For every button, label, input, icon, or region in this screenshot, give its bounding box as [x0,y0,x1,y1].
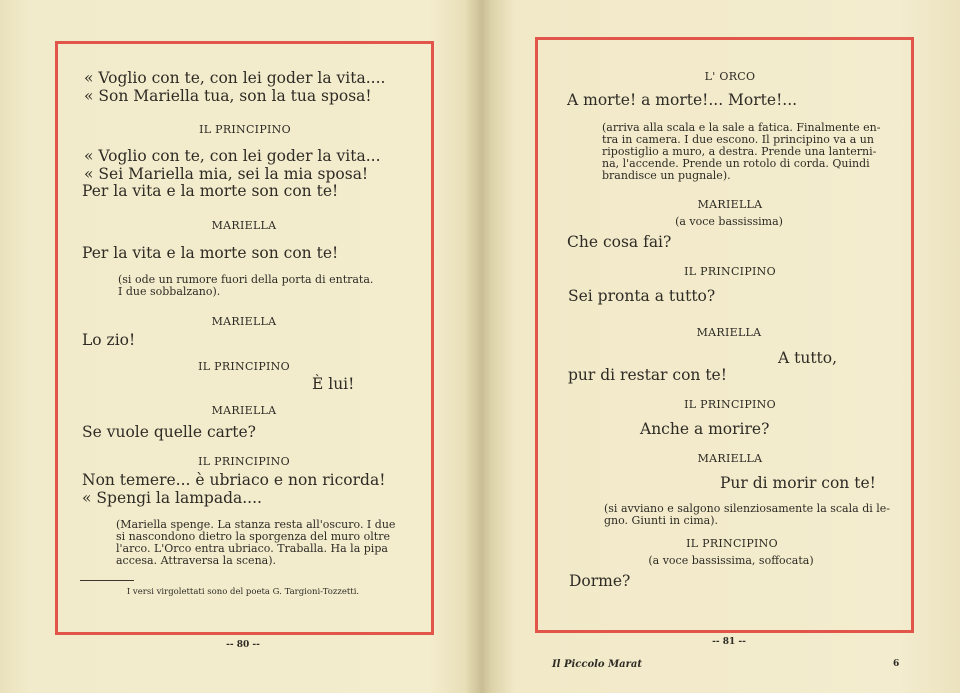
speaker-name: MARIELLA [697,198,763,211]
speaker-name: MARIELLA [697,452,763,465]
verse-line: Dorme? [569,572,631,590]
stage-direction: tra in camera. I due escono. Il principino va a un [602,133,874,146]
stage-direction: gno. Giunti in cima). [604,514,719,527]
speaker-name: MARIELLA [211,315,277,328]
stage-direction: I due sobbalzano). [118,285,221,298]
stage-direction: na, l'accende. Prende un rotolo di corda. Quindi [602,157,870,170]
signature-number: 6 [893,659,900,669]
stage-direction: ripostiglio a muro, a destra. Prende una lanterni- [602,145,877,158]
page-number: -- 81 -- [712,637,746,647]
verse-line: Pur di morir con te! [720,474,876,492]
verse-line: pur di restar con te! [568,366,727,384]
verse-line: « Voglio con te, con lei goder la vita... [84,147,381,165]
signature-title: Il Piccolo Marat [552,659,642,670]
verse-line: Sei pronta a tutto? [568,287,716,305]
stage-direction: (arriva alla scala e la sale a fatica. Finalmente en- [602,121,881,134]
verse-line: Anche a morire? [640,420,770,438]
speaker-name: IL PRINCIPINO [684,398,776,411]
footnote-rule [80,580,134,581]
speaker-name: IL PRINCIPINO [199,123,291,136]
verse-line: « Sei Mariella mia, sei la mia sposa! [84,165,369,183]
speaker-name: IL PRINCIPINO [684,265,776,278]
speaker-name: IL PRINCIPINO [198,360,290,373]
verse-line: « Son Mariella tua, son la tua sposa! [84,87,372,105]
stage-direction: (si ode un rumore fuori della porta di entrata. [118,273,374,286]
verse-line: Per la vita e la morte son con te! [82,182,339,200]
footnote: I versi virgolettati sono del poeta G. Targioni-Tozzetti. [126,587,360,597]
verse-line: « Voglio con te, con lei goder la vita.... [84,69,386,87]
stage-direction: brandisce un pugnale). [602,169,731,182]
page-number: -- 80 -- [226,640,260,650]
verse-line: Che cosa fai? [567,233,672,251]
speaker-name: IL PRINCIPINO [686,537,778,550]
stage-direction: (a voce bassissima, soffocata) [648,554,814,567]
verse-line: Per la vita e la morte son con te! [82,244,339,262]
verse-line: È lui! [312,375,355,393]
speaker-name: IL PRINCIPINO [198,455,290,468]
verse-line: Non temere... è ubriaco e non ricorda! [82,471,386,489]
speaker-name: MARIELLA [211,219,277,232]
verse-line: Se vuole quelle carte? [82,423,256,441]
stage-direction: si nascondono dietro la sporgenza del muro oltre [116,530,390,543]
verse-line: A tutto, [778,349,838,367]
speaker-name: L' ORCO [704,70,756,83]
stage-direction: accesa. Attraversa la scena). [116,554,276,567]
stage-direction: (a voce bassissima) [675,215,783,228]
stage-direction: l'arco. L'Orco entra ubriaco. Traballa. Ha la pipa [116,542,388,555]
stage-direction: (Mariella spenge. La stanza resta all'oscuro. I due [116,518,396,531]
verse-line: « Spengi la lampada.... [82,489,262,507]
stage-direction: (si avviano e salgono silenziosamente la scala di le- [604,502,890,515]
verse-line: A morte! a morte!... Morte!... [567,91,798,109]
speaker-name: MARIELLA [211,404,277,417]
speaker-name: MARIELLA [696,326,762,339]
verse-line: Lo zio! [82,331,136,349]
